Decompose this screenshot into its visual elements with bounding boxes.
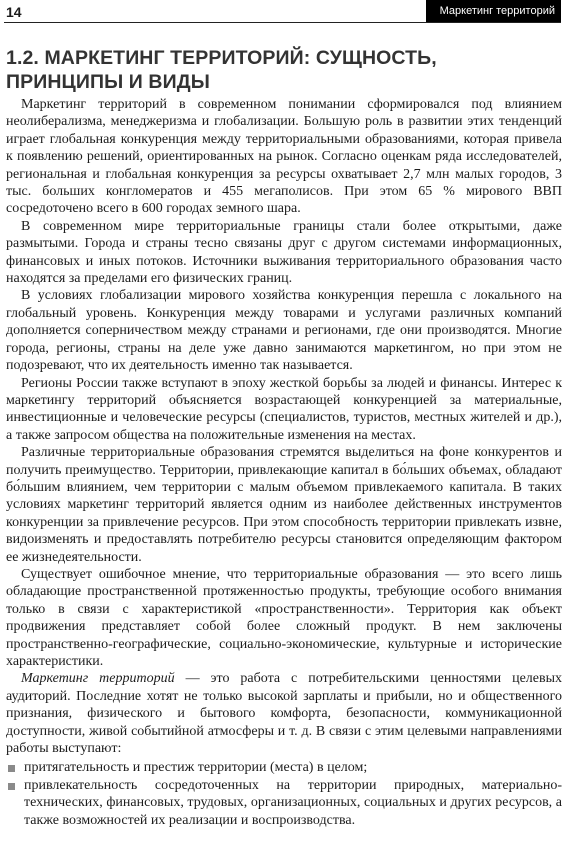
paragraph-1: Маркетинг территорий в современном понимании сформировался под влиянием неолиберализма, менеджеризма и глобализации. Большую роль в развитии этих тенденций играет глобальная конкуренция между территориальными образованиями, которая привела к появлению решений, ориентированных на рынок. Согласно оценкам ряда исследователей, региональная и глобальная конкуренция за ресурсы охватывает 2,7 млн малых городов, 3 тыс. больших конгломератов и 455 мегаполисов. При этом 65 % мирового ВВП сосредоточено всего в 600 городах земного шара.	[6, 97, 562, 217]
list-item	[6, 759, 562, 776]
page-number: 14	[6, 3, 22, 20]
paragraph-4: Регионы России также вступают в эпоху жесткой борьбы за людей и финансы. Интерес к маркетингу территорий объясняется возрастающей конкуренцией за материальные, инвестиционные и человеческие ресурсы (специалистов, туристов, местных жителей и др.), а также запросом общества на положительные изменения на местах.	[6, 375, 562, 443]
definition-term: Маркетинг территорий	[21, 671, 175, 687]
definition-text: — это работа с потребительскими ценностями целевых аудиторий. Последние хотят не только высокой зарплаты и прибыли, но и общественного признания, физического и бытового комфорта, безопасности, коммуникационной доступности, живой событийной атмосферы и т. д. В связи с этим целевыми направлениями работы выступают:	[6, 671, 562, 757]
paragraph-6: Существует ошибочное мнение, что территориальные образования — это всего лишь обладающие пространственной протяженностью продукты, требующие особого внимания только в связи с характеристикой «пространственности». Территория как объект продвижения представляет собой более сложный продукт. В нем заключены пространственно-географические, социально-экономические, культурные и исторические характеристики.	[6, 566, 562, 669]
section-title-line-1: 1.2. МАРКЕТИНГ ТЕРРИТОРИЙ: СУЩНОСТЬ,	[6, 47, 437, 69]
body-text	[6, 96, 562, 829]
paragraph-2: В современном мире территориальные границы стали более открытыми, даже размытыми. Города и страны тесно связаны друг с другом системами информационных, финансовых и иных потоков. Источники выживания территориального образования часто находятся за пределами его физических границ.	[6, 218, 562, 287]
square-bullet-icon	[8, 765, 15, 772]
section-title	[6, 46, 546, 94]
list-item-text: притягательность и престиж территории (места) в целом;	[24, 760, 368, 776]
list-item-text: привлекательность сосредоточенных на территории природных, материально-технических, финансовых, трудовых, организационных, социальных и других ресурсов, а также возможностей их реализации и воспроизводства.	[24, 777, 562, 828]
page-header	[4, 0, 561, 23]
paragraph-5: Различные территориальные образования стремятся выделиться на фоне конкурентов и получить преимущество. Территории, привлекающие капитал в бо́льших объемах, обладают бо́льшим влиянием, чем территории с малым объемом привлекаемого капитала. В таких условиях маркетинг территорий является одним из наиболее действенных инструментов конкуренции за привлечение ресурсов. При этом способность территории привлекать извне, видоизменять и предоставлять потребителю ресурсы становится определяющим фактором ее жизнедеятельности.	[6, 445, 562, 565]
definition-paragraph	[6, 670, 562, 757]
square-bullet-icon	[8, 783, 15, 790]
bullet-list	[6, 759, 562, 829]
paragraph-3: В условиях глобализации мирового хозяйства конкуренция перешла с локального на глобальный уровень. Конкуренция между товарами и услугами различных компаний дополняется соперничеством между странами и регионами, где они производятся. Многие города, регионы, страны на деле уже давно занимаются маркетингом, но при этом не подозревают, что их деятельность именно так называется.	[6, 288, 562, 374]
running-title: Маркетинг территорий	[426, 0, 561, 22]
list-item	[6, 777, 562, 829]
section-title-line-2: ПРИНЦИПЫ И ВИДЫ	[6, 71, 210, 93]
